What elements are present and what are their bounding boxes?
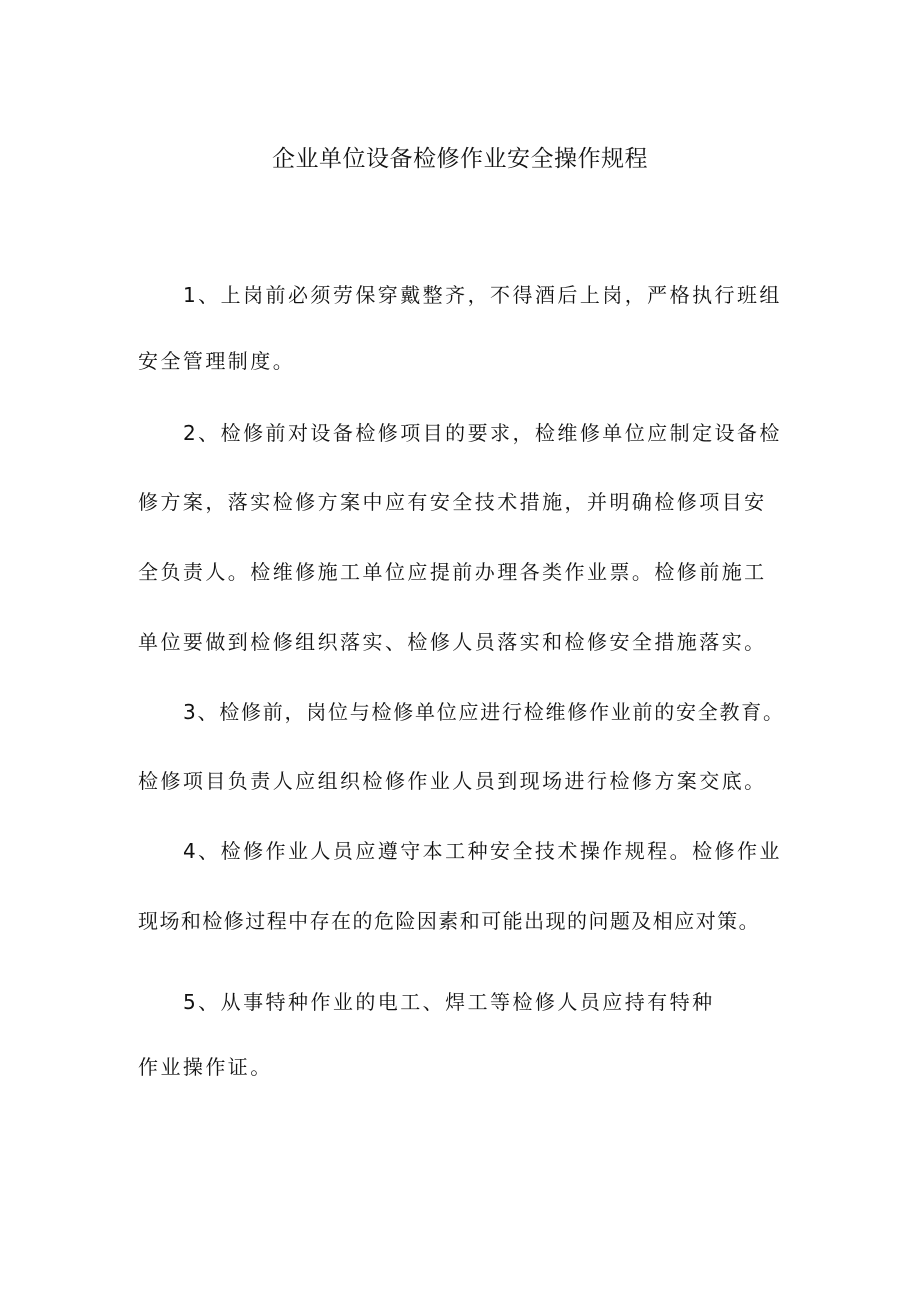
rule-3-line-2: 检修项目负责人应组织检修作业人员到现场进行检修方案交底。 [138, 769, 767, 793]
rule-2-line-4: 单位要做到检修组织落实、检修人员落实和检修安全措施落实。 [138, 630, 767, 654]
rule-5-line-2: 作业操作证。 [138, 1055, 273, 1079]
rule-2-line-1: 2、检修前对设备检修项目的要求，检维修单位应制定设备检 [183, 421, 782, 445]
rule-1-line-2: 安全管理制度。 [138, 349, 296, 373]
rule-2-line-3: 全负责人。检维修施工单位应提前办理各类作业票。检修前施工 [138, 560, 767, 584]
rule-4-line-1: 4、检修作业人员应遵守本工种安全技术操作规程。检修作业 [183, 839, 782, 863]
rule-5-line-1: 5、从事特种作业的电工、焊工等检修人员应持有特种 [183, 990, 715, 1014]
rule-4-line-2: 现场和检修过程中存在的危险因素和可能出现的问题及相应对策。 [138, 909, 761, 933]
rule-3-line-1: 3、检修前，岗位与检修单位应进行检维修作业前的安全教育。 [183, 700, 785, 724]
rule-1-line-1: 1、上岗前必须劳保穿戴整齐，不得酒后上岗，严格执行班组 [183, 283, 782, 307]
rule-2-line-2: 修方案，落实检修方案中应有安全技术措施，并明确检修项目安 [138, 490, 767, 514]
document-title: 企业单位设备检修作业安全操作规程 [272, 146, 648, 172]
